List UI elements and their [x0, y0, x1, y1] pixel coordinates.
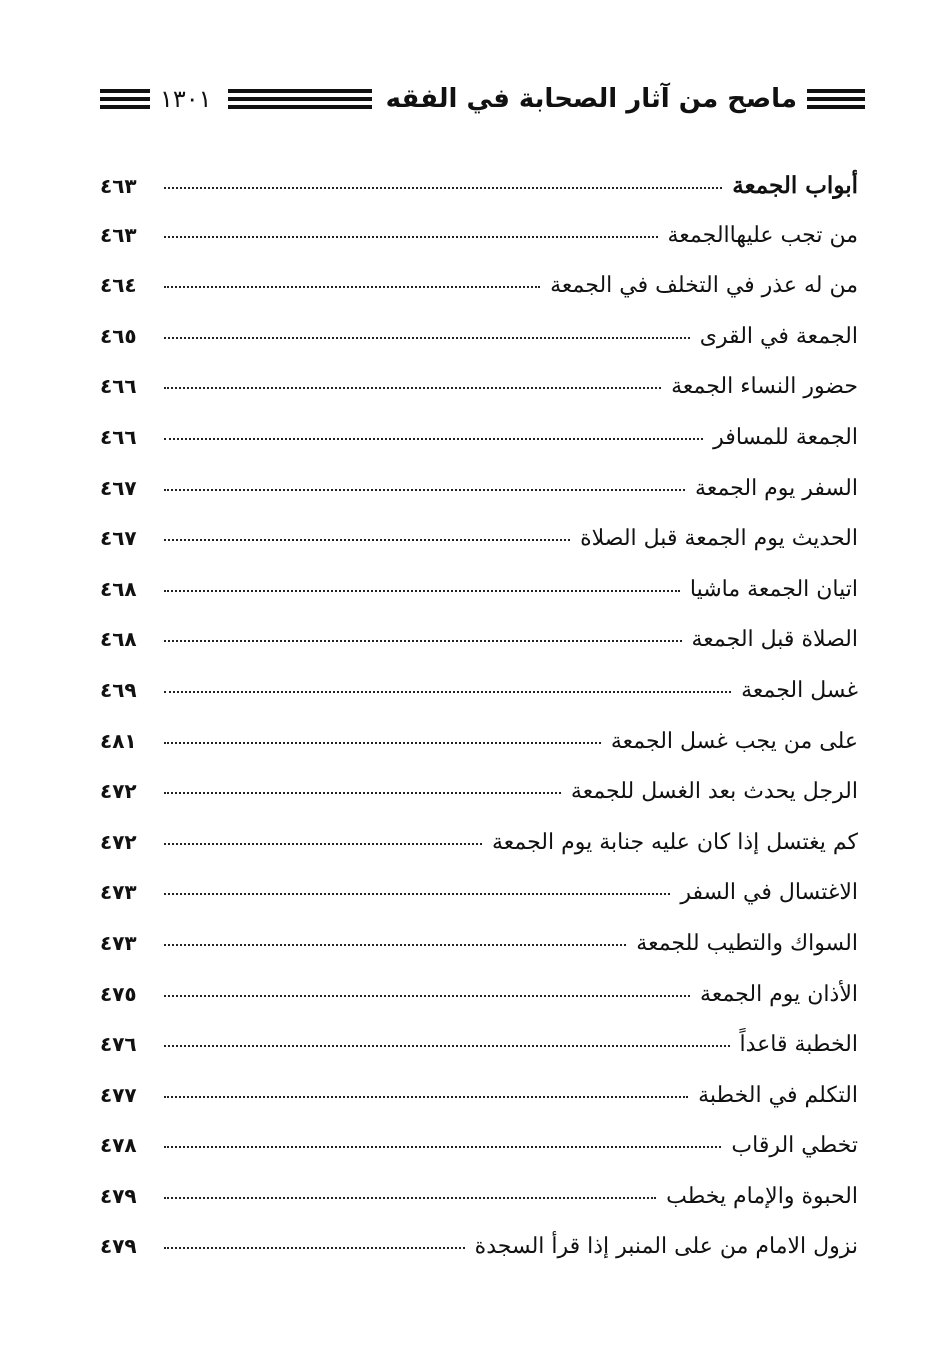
toc-entry: [100, 982, 858, 1033]
toc-entry: [100, 627, 858, 678]
toc-entry-page: ٤٦٧: [100, 526, 137, 551]
toc-entry: [100, 1133, 858, 1184]
toc-entry-title: غسل الجمعة: [741, 677, 858, 703]
dot-leader: [164, 640, 682, 642]
toc-entry-page: ٤٧٣: [100, 880, 137, 905]
dot-leader: [164, 1146, 721, 1148]
toc-entry-page: ٤٦٦: [100, 374, 137, 399]
toc-entry: [100, 931, 858, 982]
dot-leader: [164, 1247, 465, 1249]
toc-entry-title: الصلاة قبل الجمعة: [691, 627, 858, 653]
toc-entry: [100, 273, 858, 324]
toc-entry-title: الاغتسال في السفر: [680, 880, 858, 906]
toc-entry-page: ٤٦٩: [100, 677, 137, 702]
toc-entry-page: ٤٧٩: [100, 1183, 137, 1208]
toc-entry-page: ٤٧٥: [100, 981, 137, 1006]
dot-leader: [164, 893, 670, 895]
toc-entry-title: نزول الامام من على المنبر إذا قرأ السجدة: [474, 1234, 858, 1260]
toc-entry: [100, 678, 858, 729]
dot-leader: [164, 944, 626, 946]
dot-leader: [164, 1197, 656, 1199]
dot-leader: [164, 387, 661, 389]
table-of-contents: [100, 172, 858, 1285]
toc-entry-page: ٤٧٩: [100, 1234, 137, 1259]
dot-leader: [164, 539, 570, 541]
toc-entry-page: ٤٦٦: [100, 424, 137, 449]
toc-entry-title: الأذان يوم الجمعة: [700, 981, 858, 1007]
toc-entry-title: السفر يوم الجمعة: [695, 475, 858, 501]
toc-entry-title: الحديث يوم الجمعة قبل الصلاة: [580, 526, 858, 552]
header-rule-right: [807, 89, 865, 109]
toc-entry-title: كم يغتسل إذا كان عليه جنابة يوم الجمعة: [491, 829, 858, 855]
toc-entry-title: أبواب الجمعة: [732, 172, 858, 199]
toc-entry-title: الجمعة للمسافر: [713, 424, 858, 450]
dot-leader: [164, 1096, 688, 1098]
toc-entry: [100, 880, 858, 931]
toc-entry-page: ٤٦٤: [100, 273, 137, 298]
toc-entry-page: ٤٨١: [100, 728, 137, 753]
toc-entry: [100, 476, 858, 527]
toc-entry-page: ٤٧٦: [100, 1032, 137, 1057]
running-header: [100, 74, 865, 124]
toc-entry: [100, 1184, 858, 1235]
toc-entry: [100, 1083, 858, 1134]
toc-entry-page: ٤٧٢: [100, 779, 137, 804]
toc-entry: [100, 1234, 858, 1285]
toc-entry-title: الحبوة والإمام يخطب: [666, 1183, 858, 1209]
toc-entry-title: الجمعة في القرى: [699, 323, 858, 349]
toc-entry: [100, 779, 858, 830]
toc-section-heading: [100, 172, 858, 223]
toc-entry-title: تخطي الرقاب: [731, 1133, 858, 1159]
toc-entry-page: ٤٦٣: [100, 222, 137, 247]
dot-leader: [164, 792, 561, 794]
toc-entry-title: على من يجب غسل الجمعة: [610, 728, 858, 754]
dot-leader: [164, 843, 482, 845]
toc-entry-title: اتيان الجمعة ماشيا: [689, 576, 858, 602]
toc-entry: [100, 1032, 858, 1083]
toc-entry: [100, 374, 858, 425]
toc-entry-title: الخطبة قاعداً: [739, 1032, 858, 1058]
book-title: ماصح من آثار الصحابة في الفقه: [385, 84, 797, 114]
dot-leader: [164, 590, 680, 592]
toc-entry: [100, 577, 858, 628]
page-number: ١٣٠١: [160, 85, 212, 113]
toc-entry: [100, 324, 858, 375]
toc-entry-page: ٤٧٢: [100, 829, 137, 854]
header-rule-middle: [228, 89, 372, 109]
dot-leader: [164, 236, 658, 238]
toc-entry-title: حضور النساء الجمعة: [671, 374, 858, 400]
toc-entry-page: ٤٦٨: [100, 627, 137, 652]
dot-leader: [164, 438, 703, 440]
toc-entry-title: من تجب عليهاالجمعة: [667, 222, 858, 248]
toc-entry-title: الرجل يحدث بعد الغسل للجمعة: [570, 779, 858, 805]
dot-leader: [164, 691, 731, 693]
toc-entry: [100, 729, 858, 780]
toc-entry: [100, 223, 858, 274]
dot-leader: [164, 742, 601, 744]
toc-entry-page: ٤٦٧: [100, 475, 137, 500]
toc-entry-page: ٤٦٨: [100, 576, 137, 601]
toc-entry: [100, 830, 858, 881]
toc-entry-page: ٤٧٧: [100, 1082, 137, 1107]
toc-entry-page: ٤٦٥: [100, 323, 137, 348]
dot-leader: [164, 337, 690, 339]
toc-entry-title: التكلم في الخطبة: [698, 1082, 858, 1108]
dot-leader: [164, 187, 722, 189]
toc-entry: [100, 425, 858, 476]
toc-entry-title: السواك والتطيب للجمعة: [636, 930, 858, 956]
toc-entry-page: ٤٧٣: [100, 930, 137, 955]
toc-entry-page: ٤٦٣: [100, 174, 137, 198]
dot-leader: [164, 995, 690, 997]
toc-entry-page: ٤٧٨: [100, 1133, 137, 1158]
dot-leader: [164, 489, 685, 491]
dot-leader: [164, 1045, 730, 1047]
toc-entry-title: من له عذر في التخلف في الجمعة: [550, 273, 858, 299]
toc-entry: [100, 526, 858, 577]
dot-leader: [164, 286, 540, 288]
header-rule-left: [100, 89, 150, 109]
